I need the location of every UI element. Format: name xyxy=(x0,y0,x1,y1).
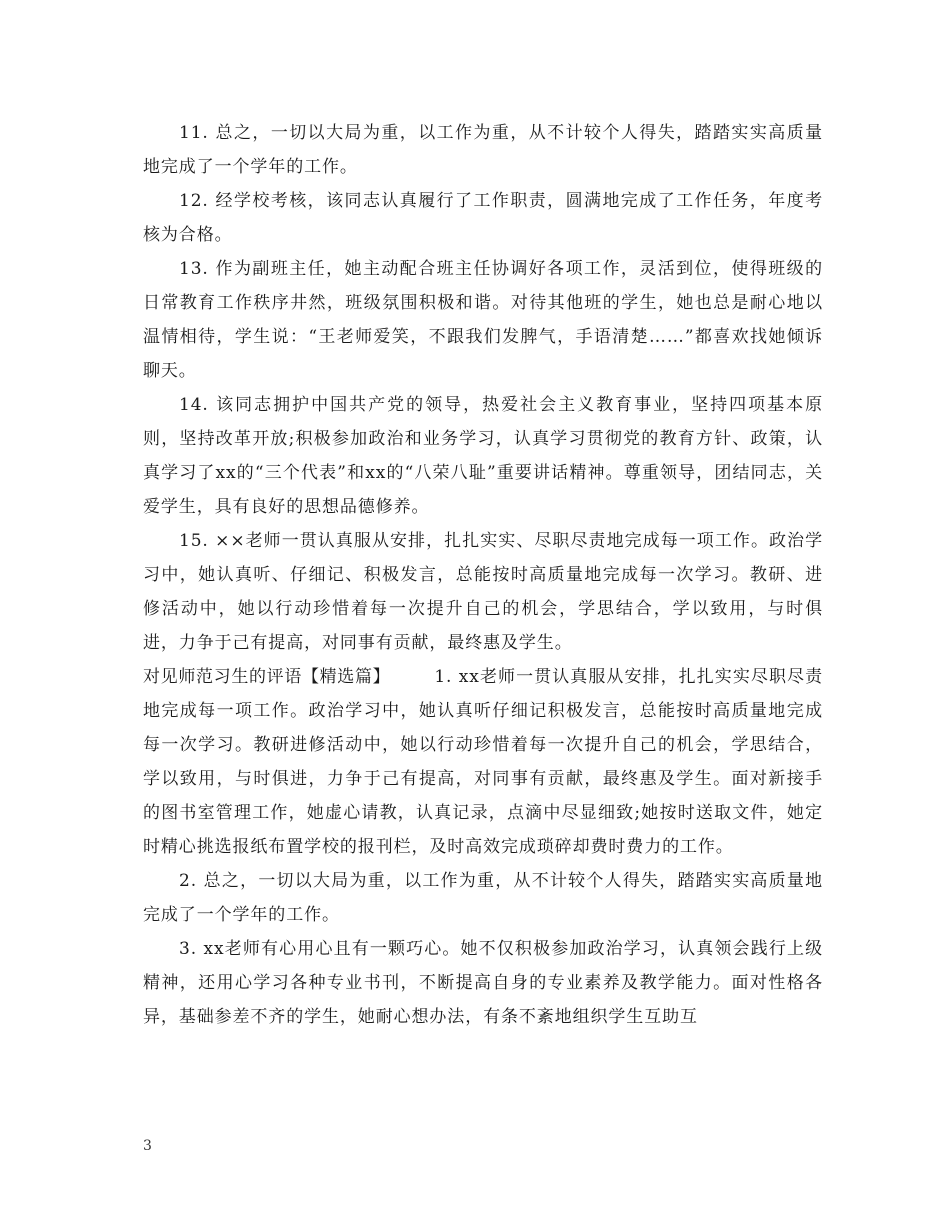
section-paragraph-1: 1. xx老师一贯认真服从安排，扎扎实实尽职尽责地完成每一项工作。政治学习中，她认真听仔细记积极发言，总能按时高质量地完成每一次学习。教研进修活动中，她以行动珍惜着每一次提升自己的机会，学思结合，学以致用，与时俱进，力争于己有提高，对同事有贡献，最终惠及学生。面对新接手的图书室管理工作，她虚心请教，认真记录，点滴中尽显细致;她按时送取文件，她定时精心挑选报纸布置学校的报刊栏，及时高效完成琐碎却费时费力的工作。 xyxy=(143,667,824,857)
paragraph-11: 11. 总之，一切以大局为重，以工作为重，从不计较个人得失，踏踏实实高质量地完成了一个学年的工作。 xyxy=(143,123,823,177)
paragraph-12: 12. 经学校考核，该同志认真履行了工作职责，圆满地完成了工作任务，年度考核为合格。 xyxy=(143,191,823,245)
paragraph-13: 13. 作为副班主任，她主动配合班主任协调好各项工作，灵活到位，使得班级的日常教育工作秩序井然，班级氛围积极和谐。对待其他班的学生，她也总是耐心地以温情相待，学生说：“王老师爱笑，不跟我们发脾气，手语清楚……”都喜欢找她倾诉聊天。 xyxy=(143,259,823,381)
page-number: 3 xyxy=(143,1138,152,1154)
paragraph-14: 14. 该同志拥护中国共产党的领导，热爱社会主义教育事业，坚持四项基本原则，坚持改革开放;积极参加政治和业务学习，认真学习贯彻党的教育方针、政策，认真学习了xx的“三个代表”和xx的“八荣八耻”重要讲话精神。尊重领导，团结同志，关爱学生，具有良好的思想品德修养。 xyxy=(143,395,823,517)
section-intro-paragraph xyxy=(143,660,823,864)
section-heading: 对见师范习生的评语【精选篇】 xyxy=(143,667,391,687)
document-body xyxy=(143,116,823,1034)
section-paragraph-2: 2. 总之，一切以大局为重，以工作为重，从不计较个人得失，踏踏实实高质量地完成了一个学年的工作。 xyxy=(143,871,823,925)
paragraph-15: 15. ××老师一贯认真服从安排，扎扎实实、尽职尽责地完成每一项工作。政治学习中，她认真听、仔细记、积极发言，总能按时高质量地完成每一次学习。教研、进修活动中，她以行动珍惜着每一次提升自己的机会，学思结合，学以致用，与时俱进，力争于己有提高，对同事有贡献，最终惠及学生。 xyxy=(143,531,823,653)
section-paragraph-3: 3. xx老师有心用心且有一颗巧心。她不仅积极参加政治学习，认真领会践行上级精神，还用心学习各种专业书刊，不断提高自身的专业素养及教学能力。面对性格各异，基础参差不齐的学生，她耐心想办法，有条不紊地组织学生互助互 xyxy=(143,939,823,1027)
